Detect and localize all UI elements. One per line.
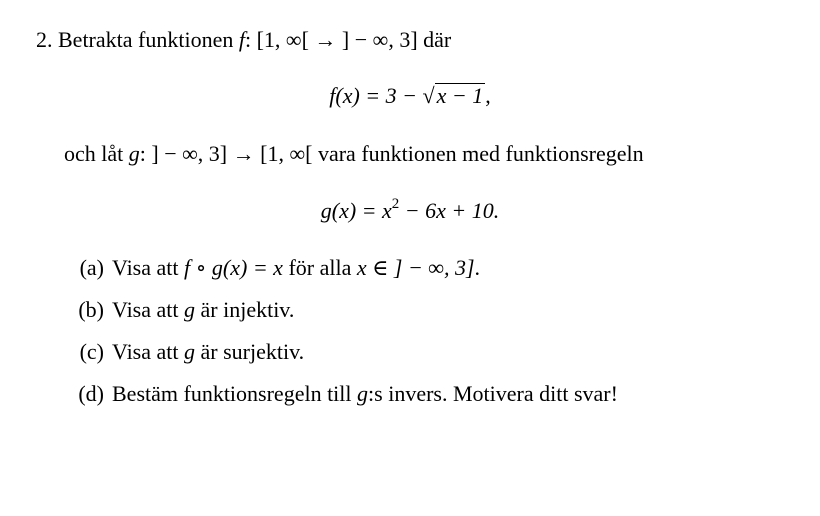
part-text: är surjektiv.	[200, 339, 305, 364]
part-item	[70, 380, 618, 408]
part-item	[70, 338, 304, 366]
f-definition	[0, 82, 820, 110]
part-math: f ∘ g(x) = x	[184, 255, 283, 280]
g-name: g	[128, 141, 140, 166]
part-math: g	[184, 339, 195, 364]
part-math: g	[357, 381, 369, 406]
f-lhs: f(x) = 3 −	[329, 83, 418, 108]
part-label: (c)	[79, 339, 104, 364]
part-text: :s invers. Motivera ditt svar!	[368, 381, 618, 406]
f-domain-codomain: : [1, ∞[ → ] − ∞, 3]	[244, 27, 418, 52]
f-tail: ,	[485, 83, 491, 108]
part-math: g	[184, 297, 195, 322]
g-rhs: − 6x + 10.	[404, 198, 500, 223]
g-exponent: 2	[391, 195, 400, 212]
g-domain-codomain: : ] − ∞, 3] → [1, ∞[	[139, 141, 313, 166]
g-intro-line	[64, 140, 644, 168]
part-text: för alla	[288, 255, 352, 280]
part-item	[70, 254, 480, 282]
part-text: Visa att	[112, 255, 179, 280]
part-text: är injektiv.	[200, 297, 295, 322]
part-text: Visa att	[112, 297, 179, 322]
intro-prefix: Betrakta funktionen	[58, 27, 234, 52]
g-intro-prefix: och låt	[64, 141, 124, 166]
g-definition	[0, 197, 820, 225]
problem-number: 2.	[36, 27, 53, 52]
part-item	[70, 296, 294, 324]
part-label: (d)	[78, 381, 104, 406]
intro-suffix: där	[423, 27, 452, 52]
part-text: Bestäm funktionsregeln till	[112, 381, 352, 406]
part-label: (b)	[78, 297, 104, 322]
problem-intro-line	[36, 26, 451, 54]
part-math: x ∈ ] − ∞, 3]	[356, 255, 475, 280]
part-label: (a)	[79, 255, 104, 280]
part-text: Visa att	[112, 339, 179, 364]
f-radicand: x − 1	[436, 83, 484, 108]
f-name: f	[238, 27, 245, 52]
g-intro-suffix: vara funktionen med funktionsregeln	[317, 141, 644, 166]
g-lhs: g(x) = x	[320, 198, 392, 223]
part-text: .	[474, 255, 481, 280]
square-root	[423, 82, 486, 110]
sqrt-sign-icon: √	[422, 83, 435, 108]
